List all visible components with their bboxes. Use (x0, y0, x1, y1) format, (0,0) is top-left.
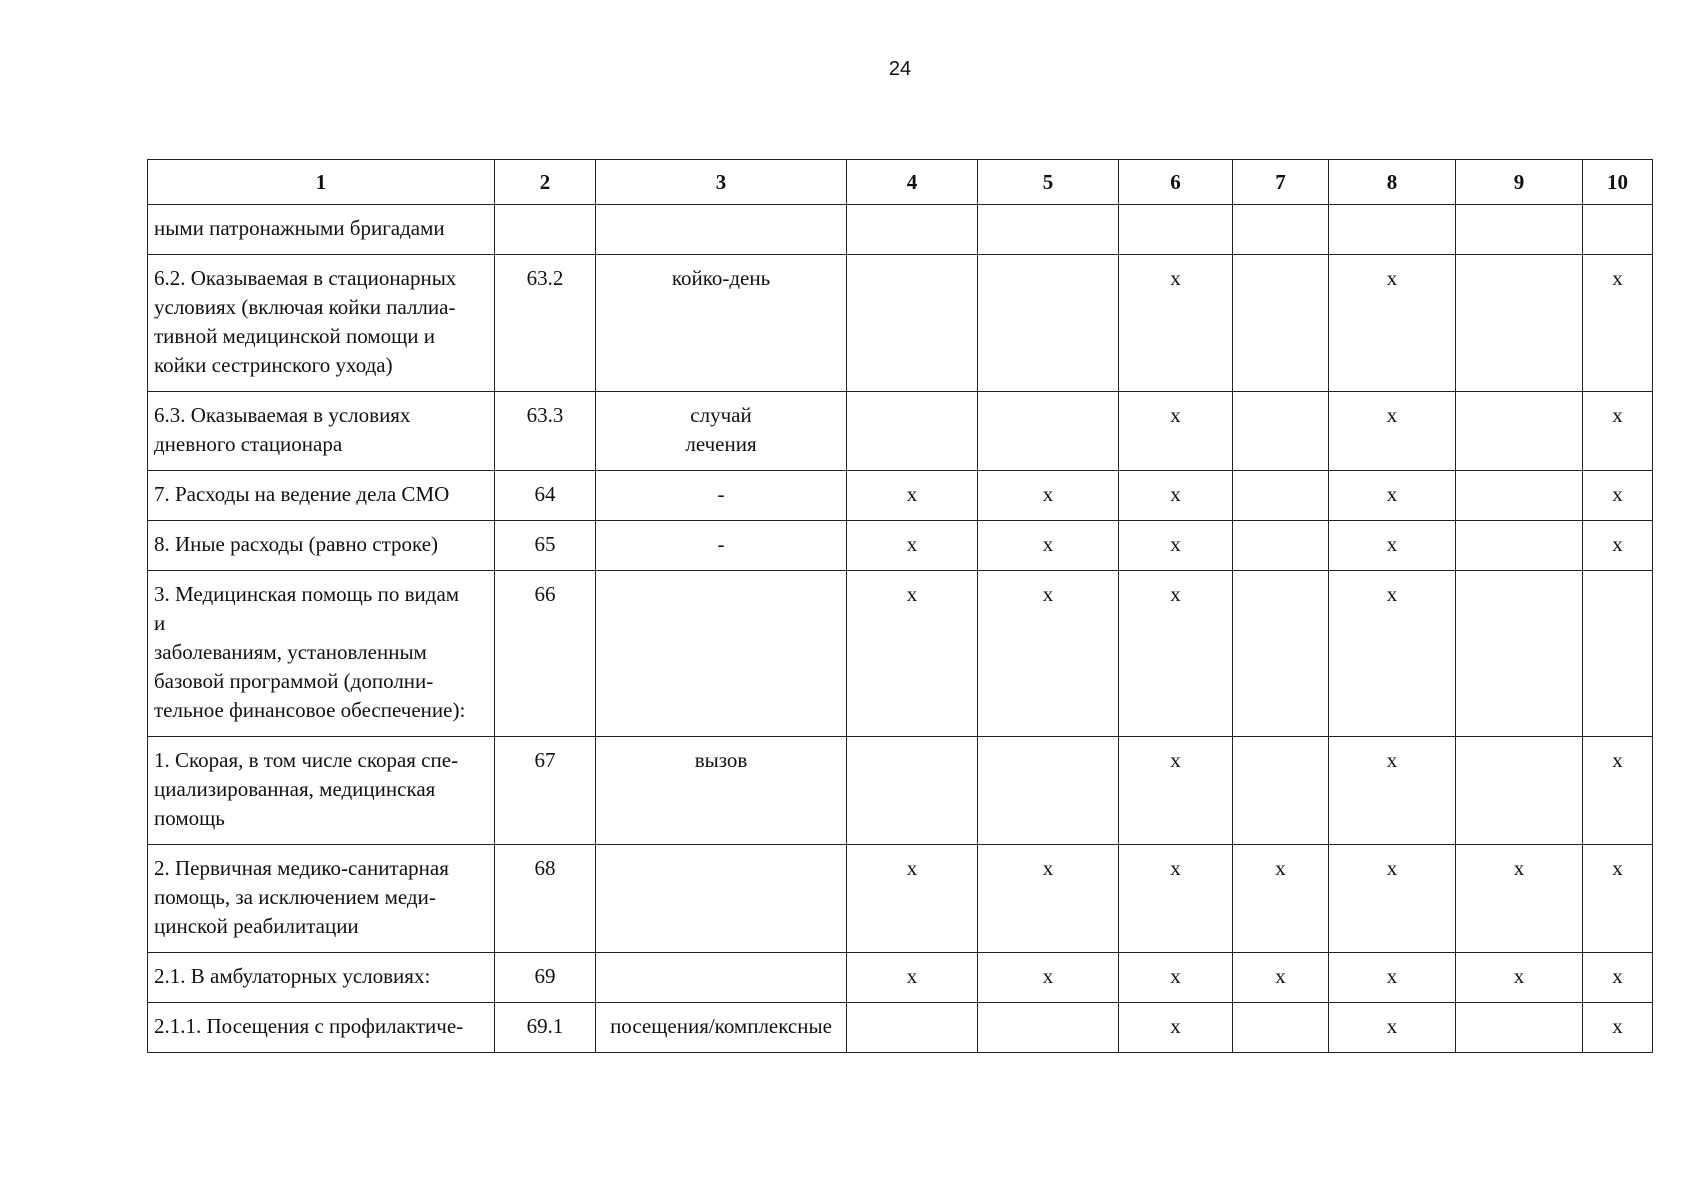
mark-cell-col-10: x (1583, 392, 1653, 471)
mark-cell-col-6: x (1119, 737, 1233, 845)
mark-cell-col-5: x (978, 471, 1119, 521)
mark-cell-col-5 (978, 392, 1119, 471)
mark-cell-col-6: x (1119, 953, 1233, 1003)
mark-cell-col-4 (847, 205, 978, 255)
table-row (148, 845, 1653, 953)
column-header: 6 (1119, 160, 1233, 205)
table-row (148, 255, 1653, 392)
mark-cell-col-8: x (1329, 571, 1456, 737)
row-unit: - (596, 471, 847, 521)
mark-cell-col-7 (1233, 392, 1329, 471)
mark-cell-col-10: x (1583, 845, 1653, 953)
row-name-cell (148, 845, 495, 953)
row-name: 1. Скорая, в том числе скорая спе- циализированная, медицинская помощь (154, 748, 459, 830)
mark-cell-col-4: x (847, 521, 978, 571)
header-row (148, 160, 1653, 205)
mark-cell-col-7: x (1233, 953, 1329, 1003)
mark-cell-col-5 (978, 1003, 1119, 1053)
mark-cell-col-9 (1456, 205, 1583, 255)
row-name: 2.1. В амбулаторных условиях: (154, 964, 431, 988)
mark-cell-col-8: x (1329, 953, 1456, 1003)
mark-cell-col-10: x (1583, 521, 1653, 571)
row-unit: койко-день (596, 255, 847, 392)
mark-cell-col-4 (847, 255, 978, 392)
mark-cell-col-8: x (1329, 521, 1456, 571)
mark-cell-col-7 (1233, 471, 1329, 521)
row-name-cell (148, 205, 495, 255)
mark-cell-col-9 (1456, 392, 1583, 471)
row-code: 63.3 (495, 392, 596, 471)
mark-cell-col-6: x (1119, 392, 1233, 471)
mark-cell-col-4: x (847, 953, 978, 1003)
mark-cell-col-6: x (1119, 1003, 1233, 1053)
mark-cell-col-5 (978, 737, 1119, 845)
column-header: 4 (847, 160, 978, 205)
row-code: 63.2 (495, 255, 596, 392)
table-row (148, 737, 1653, 845)
mark-cell-col-7 (1233, 737, 1329, 845)
row-unit: посещения/комплексные (596, 1003, 847, 1053)
mark-cell-col-8: x (1329, 845, 1456, 953)
mark-cell-col-4 (847, 392, 978, 471)
column-header: 9 (1456, 160, 1583, 205)
mark-cell-col-10: x (1583, 471, 1653, 521)
column-header: 3 (596, 160, 847, 205)
column-header: 5 (978, 160, 1119, 205)
row-code: 64 (495, 471, 596, 521)
row-name: 6.2. Оказываемая в стационарных условиях (включая койки паллиа- тивной медицинской помощи и койки сестринского ухода) (154, 266, 457, 377)
mark-cell-col-8: x (1329, 255, 1456, 392)
mark-cell-col-10 (1583, 571, 1653, 737)
row-name: 7. Расходы на ведение дела СМО (154, 482, 450, 506)
mark-cell-col-4 (847, 1003, 978, 1053)
row-name: ными патронажными бригадами (154, 216, 445, 240)
row-unit: вызов (596, 737, 847, 845)
mark-cell-col-7 (1233, 205, 1329, 255)
mark-cell-col-10: x (1583, 255, 1653, 392)
row-name-cell (148, 255, 495, 392)
mark-cell-col-7: x (1233, 845, 1329, 953)
row-name: 2.1.1. Посещения с профилактиче- (154, 1014, 464, 1038)
mark-cell-col-5: x (978, 953, 1119, 1003)
column-header: 1 (148, 160, 495, 205)
mark-cell-col-4: x (847, 845, 978, 953)
row-unit (596, 845, 847, 953)
mark-cell-col-5: x (978, 571, 1119, 737)
row-code (495, 205, 596, 255)
mark-cell-col-8 (1329, 205, 1456, 255)
mark-cell-col-5: x (978, 845, 1119, 953)
table-row (148, 521, 1653, 571)
mark-cell-col-6 (1119, 205, 1233, 255)
mark-cell-col-4: x (847, 571, 978, 737)
column-header: 2 (495, 160, 596, 205)
row-code: 67 (495, 737, 596, 845)
data-table (147, 159, 1653, 1053)
row-code: 68 (495, 845, 596, 953)
column-header: 10 (1583, 160, 1653, 205)
row-code: 69.1 (495, 1003, 596, 1053)
table-row (148, 392, 1653, 471)
mark-cell-col-6: x (1119, 471, 1233, 521)
row-code: 66 (495, 571, 596, 737)
mark-cell-col-6: x (1119, 255, 1233, 392)
mark-cell-col-9: x (1456, 845, 1583, 953)
mark-cell-col-10: x (1583, 1003, 1653, 1053)
mark-cell-col-5 (978, 205, 1119, 255)
row-name-cell (148, 953, 495, 1003)
row-name-cell (148, 392, 495, 471)
mark-cell-col-9 (1456, 471, 1583, 521)
mark-cell-col-6: x (1119, 521, 1233, 571)
row-unit (596, 205, 847, 255)
mark-cell-col-9 (1456, 255, 1583, 392)
row-name-cell (148, 471, 495, 521)
row-name-cell (148, 571, 495, 737)
mark-cell-col-5: x (978, 521, 1119, 571)
row-unit (596, 953, 847, 1003)
mark-cell-col-7 (1233, 521, 1329, 571)
mark-cell-col-7 (1233, 571, 1329, 737)
column-header: 7 (1233, 160, 1329, 205)
mark-cell-col-9 (1456, 521, 1583, 571)
mark-cell-col-6: x (1119, 571, 1233, 737)
table-row (148, 471, 1653, 521)
row-name-cell (148, 737, 495, 845)
mark-cell-col-7 (1233, 1003, 1329, 1053)
row-name: 3. Медицинская помощь по видам и заболеваниям, установленным базовой программой (дополни- тельное финансовое обеспечение): (154, 582, 466, 722)
table-row (148, 1003, 1653, 1053)
mark-cell-col-9 (1456, 571, 1583, 737)
page-number: 24 (888, 58, 912, 80)
row-unit (596, 571, 847, 737)
row-name-cell (148, 521, 495, 571)
row-code: 65 (495, 521, 596, 571)
row-unit: - (596, 521, 847, 571)
mark-cell-col-6: x (1119, 845, 1233, 953)
mark-cell-col-8: x (1329, 737, 1456, 845)
mark-cell-col-8: x (1329, 392, 1456, 471)
mark-cell-col-9: x (1456, 953, 1583, 1003)
mark-cell-col-5 (978, 255, 1119, 392)
row-code: 69 (495, 953, 596, 1003)
mark-cell-col-9 (1456, 1003, 1583, 1053)
mark-cell-col-4: x (847, 471, 978, 521)
table-row (148, 571, 1653, 737)
mark-cell-col-8: x (1329, 1003, 1456, 1053)
mark-cell-col-8: x (1329, 471, 1456, 521)
row-name: 8. Иные расходы (равно строке) (154, 532, 439, 556)
mark-cell-col-4 (847, 737, 978, 845)
mark-cell-col-7 (1233, 255, 1329, 392)
column-header: 8 (1329, 160, 1456, 205)
mark-cell-col-10 (1583, 205, 1653, 255)
mark-cell-col-10: x (1583, 953, 1653, 1003)
row-name: 6.3. Оказываемая в условиях дневного стационара (154, 403, 411, 456)
row-unit: случай лечения (596, 392, 847, 471)
mark-cell-col-10: x (1583, 737, 1653, 845)
row-name: 2. Первичная медико-санитарная помощь, за исключением меди- цинской реабилитации (154, 856, 449, 938)
mark-cell-col-9 (1456, 737, 1583, 845)
table-row (148, 953, 1653, 1003)
table-row (148, 205, 1653, 255)
row-name-cell (148, 1003, 495, 1053)
